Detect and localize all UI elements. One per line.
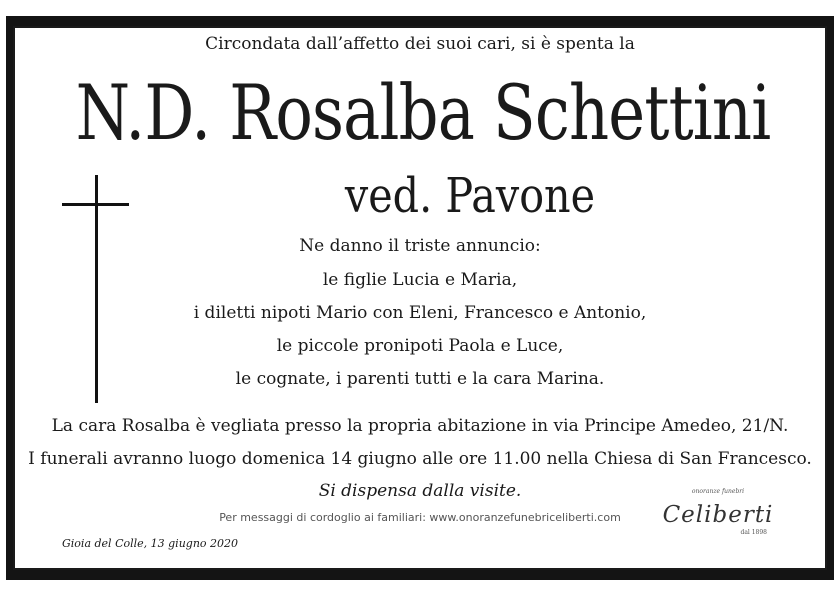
announcement-line: Ne danno il triste annuncio: xyxy=(299,236,541,256)
announcement-line: i diletti nipoti Mario con Eleni, Francesco e Antonio, xyxy=(193,303,647,323)
cross-horizontal-bar xyxy=(62,203,129,206)
announcement-line: le piccole pronipoti Paola e Luce, xyxy=(276,336,564,356)
condolence-messages: Per messaggi di cordoglio ai familiari: www.onoranzefunebriceliberti.com xyxy=(219,511,621,524)
wake-info: La cara Rosalba è vegliata presso la propria abitazione in via Principe Amedeo, 21/N. xyxy=(51,416,789,436)
cross-vertical-bar xyxy=(95,175,98,403)
announcement-line: le figlie Lucia e Maria, xyxy=(322,270,518,290)
funeral-info: I funerali avranno luogo domenica 14 giugno alle ore 11.00 nella Chiesa di San Francesco. xyxy=(28,449,812,469)
widow-name: ved. Pavone xyxy=(344,168,596,224)
logo-tagline: onoranze funebri xyxy=(691,488,745,495)
visits-note: Si dispensa dalla visite. xyxy=(318,481,522,501)
announcement-line: le cognate, i parenti tutti e la cara Marina. xyxy=(235,369,605,389)
dateline: Gioia del Colle, 13 giugno 2020 xyxy=(62,537,239,550)
deceased-name: N.D. Rosalba Schettini xyxy=(75,68,771,157)
logo-since: dal 1898 xyxy=(740,529,767,536)
notice-intro: Circondata dall’affetto dei suoi cari, si è spenta la xyxy=(205,34,635,54)
funeral-home-logo xyxy=(653,485,783,545)
logo-name: Celiberti xyxy=(662,502,774,528)
